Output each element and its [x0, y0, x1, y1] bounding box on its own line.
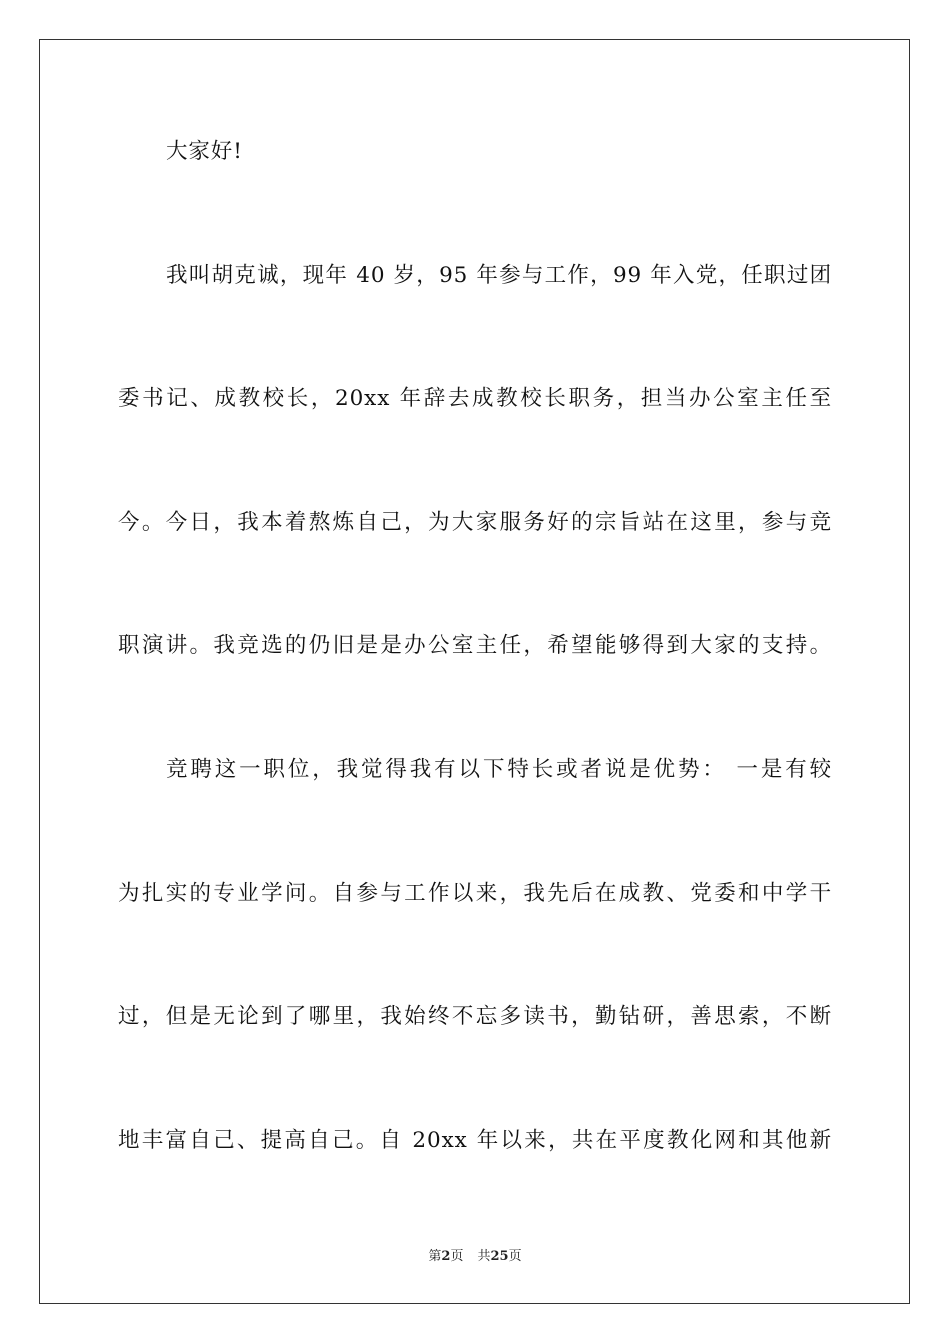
text-line-5: 职演讲。我竞选的仍旧是是办公室主任，希望能够得到大家的支持。 — [118, 633, 832, 658]
footer-page-prefix: 第 — [428, 1249, 442, 1264]
page-border — [39, 39, 910, 1304]
footer-total-suffix: 页 — [508, 1249, 522, 1264]
footer-total-prefix: 共 — [477, 1249, 491, 1264]
footer-total-pages: 25 — [490, 1249, 509, 1264]
text-line-4: 今。今日，我本着熬炼自己，为大家服务好的宗旨站在这里，参与竞 — [118, 510, 832, 535]
text-line-8: 过，但是无论到了哪里，我始终不忘多读书，勤钻研，善思索，不断 — [118, 1004, 832, 1029]
footer-page-suffix: 页 — [450, 1249, 464, 1264]
text-line-3: 委书记、成教校长，20xx 年辞去成教校长职务，担当办公室主任至 — [118, 386, 832, 411]
text-line-9: 地丰富自己、提高自己。自 20xx 年以来，共在平度教化网和其他新 — [118, 1128, 832, 1153]
text-line-2: 我叫胡克诚，现年 40 岁，95 年参与工作，99 年入党，任职过团 — [166, 263, 832, 288]
text-line-7: 为扎实的专业学问。自参与工作以来，我先后在成教、党委和中学干 — [118, 881, 832, 906]
text-line-6: 竞聘这一职位，我觉得我有以下特长或者说是优势： 一是有较 — [166, 757, 832, 782]
text-line-greeting: 大家好! — [166, 139, 243, 164]
footer-page-number: 2 — [441, 1249, 451, 1264]
page-footer — [0, 1248, 950, 1266]
